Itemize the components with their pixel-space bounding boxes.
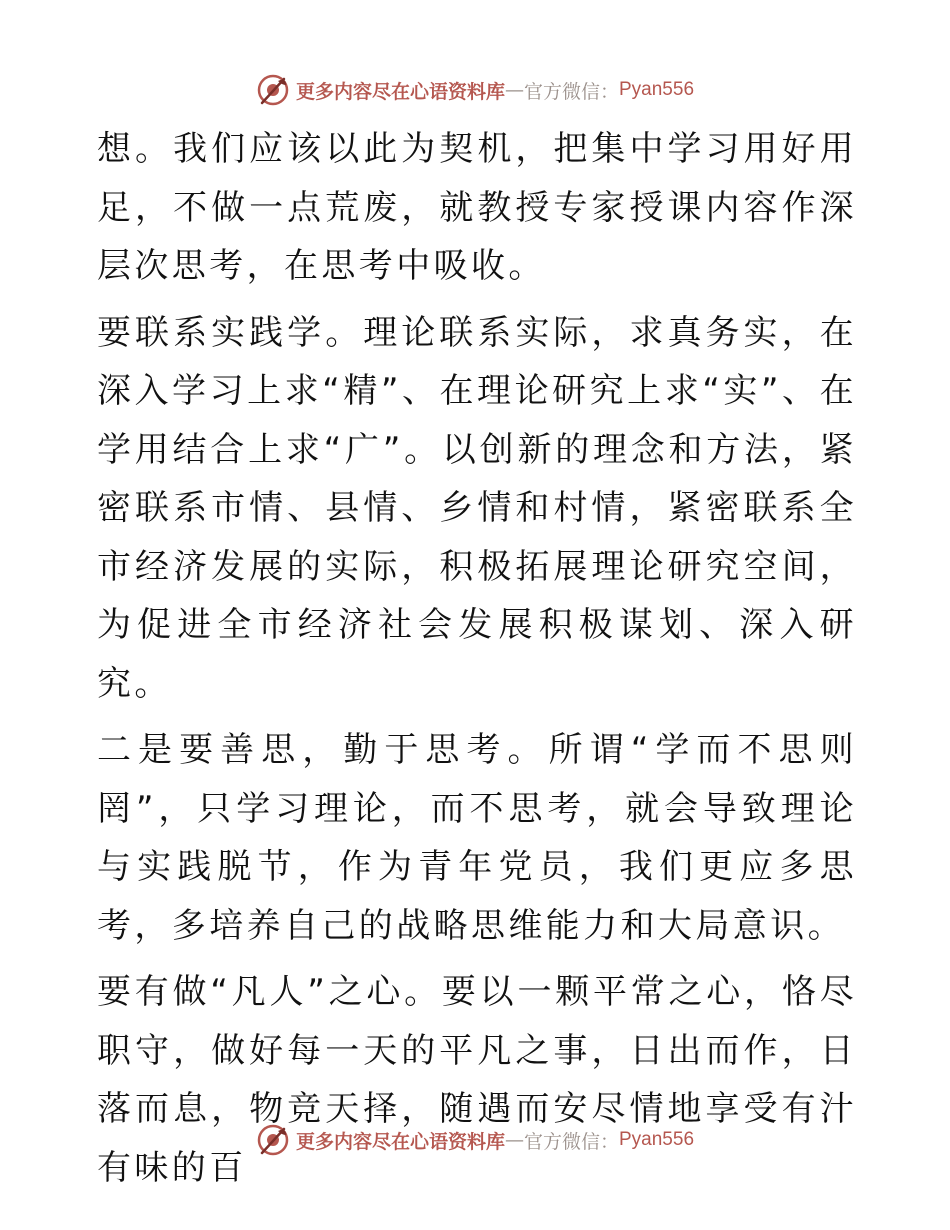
header-banner (0, 70, 950, 110)
footer-wechat-label: 官方微信： (523, 1130, 619, 1153)
header-wechat-label: 官方微信： (523, 80, 619, 103)
document-body (97, 120, 857, 1197)
header-wechat-id: Pyan556 (619, 79, 695, 100)
quill-logo-icon (256, 1123, 290, 1157)
quill-logo-icon (256, 73, 290, 107)
footer-wechat-id: Pyan556 (619, 1129, 695, 1150)
footer-text: 更多内容尽在心语资料库 (295, 1130, 505, 1153)
paragraph-2: 要联系实践学。理论联系实际，求真务实，在深入学习上求“精”、在理论研究上求“实”、在学用结合上求“广”。以创新的理念和方法，紧密联系市情、县情、乡情和村情，紧密联系全市经济发展的实际，积极拓展理论研究空间，为促进全市经济社会发展积极谋划、深入研究。 (97, 312, 857, 704)
paragraph-4: 要有做“凡人”之心。要以一颗平常之心，恪尽职守，做好每一天的平凡之事，日出而作，日落而息，物竞天择，随遇而安尽情地享受有汁有味的百 (97, 972, 857, 1188)
header-text: 更多内容尽在心语资料库 (295, 80, 505, 103)
paragraph-1: 想。我们应该以此为契机，把集中学习用好用足，不做一点荒废，就教授专家授课内容作深层次思考，在思考中吸收。 (97, 129, 857, 286)
paragraph-3: 二是要善思，勤于思考。所谓“学而不思则罔”，只学习理论，而不思考，就会导致理论与实践脱节，作为青年党员，我们更应多思考，多培养自己的战略思维能力和大局意识。 (97, 730, 857, 946)
footer-dash: — (504, 1129, 524, 1151)
footer-banner (0, 1120, 950, 1160)
header-dash: — (504, 79, 524, 101)
